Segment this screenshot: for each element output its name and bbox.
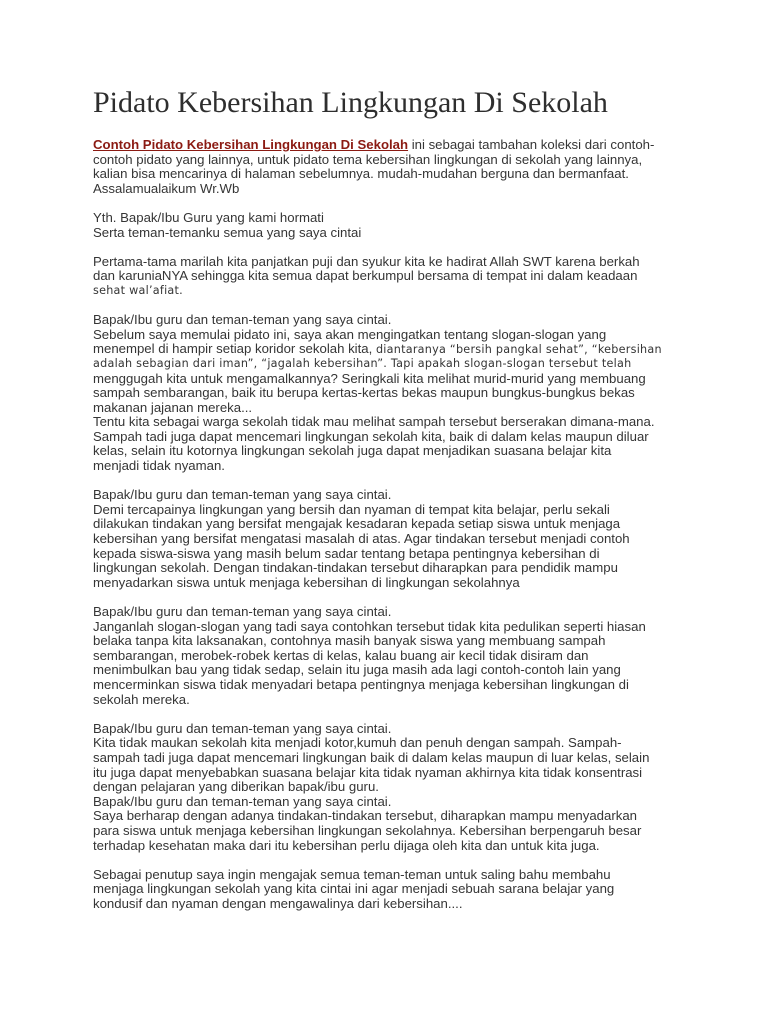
text-line: Sebagai penutup saya ingin mengajak semua teman-teman untuk saling bahu membahu: [93, 866, 611, 882]
paragraph-gap: [93, 474, 693, 489]
text-line: sekolah mereka.: [93, 691, 190, 707]
text-line: terhadap kesehatan maka dari itu kebersihan perlu dijaga oleh kita dan untuk kita juga.: [93, 837, 600, 853]
closing-paragraph: [93, 868, 693, 912]
text-line: sehat wal’afiat.: [93, 283, 183, 297]
text-line: Sampah tadi juga dapat mencemari lingkungan sekolah kita, baik di dalam kelas maupun diluar: [93, 428, 649, 444]
text-line: contoh pidato yang lainnya, untuk pidato tema kebersihan lingkungan di sekolah yang lainnya,: [93, 151, 643, 167]
intro-paragraph: [93, 138, 693, 196]
text-line: itu juga dapat menyebabkan suasana belajar kita tidak nyaman akhirnya kita tidak konsentrasi: [93, 764, 643, 780]
paragraph-gap: [93, 590, 693, 605]
text-segment: menempel di hampir setiap koridor sekolah kita,: [93, 341, 376, 357]
text-line: Sebelum saya memulai pidato ini, saya akan mengingatkan tentang slogan-slogan yang: [93, 326, 607, 342]
text-line: belaka tanpa kita laksanakan, contohnya masih banyak siswa yang membuang sampah: [93, 633, 606, 649]
text-segment: slogan-slogan tersebut telah: [464, 356, 632, 370]
text-line: menjaga lingkungan sekolah yang kita cintai ini agar menjadi sebuah sarana belajar yang: [93, 881, 615, 897]
text-line: menimbulkan bau yang tidak sedap, selain itu juga masih ada lagi contoh-contoh lain yang: [93, 662, 621, 678]
text-line: Bapak/Ibu guru dan teman-teman yang saya cintai.: [93, 312, 392, 328]
article-body: [93, 138, 693, 911]
text-line: sembarangan, merobek-robek kertas di kelas, kalau buang air kecil tidak disiram dan: [93, 647, 589, 663]
greeting-paragraph: [93, 211, 693, 240]
opening-paragraph: [93, 255, 693, 299]
text-line: Bapak/Ibu guru dan teman-teman yang saya cintai.: [93, 720, 392, 736]
action-paragraph: [93, 488, 693, 590]
text-line: Bapak/Ibu guru dan teman-teman yang saya cintai.: [93, 793, 392, 809]
text-line: Saya berharap dengan adanya tindakan-tindakan tersebut, diharapkan mampu menyadarkan: [93, 808, 637, 824]
paragraph-gap: [93, 196, 693, 211]
text-line: para siswa untuk menjaga kebersihan lingkungan sekolahnya. Kebersihan berpengaruh besar: [93, 822, 642, 838]
text-line: kalian bisa mencarinya di halaman sebelumnya. mudah-mudahan berguna dan bermanfaat.: [93, 166, 629, 182]
text-line: [93, 138, 693, 153]
text-line: menyadarkan siswa untuk menjaga kebersihan di lingkungan sekolahnya: [93, 574, 520, 590]
hope-paragraph: [93, 722, 693, 853]
paragraph-gap: [93, 853, 693, 868]
paragraph-gap: [93, 707, 693, 722]
text-line: makanan jajanan mereka...: [93, 399, 253, 415]
text-line: kebersihan yang bersifat mengatasi masalah di atas. Agar tindakan tersebut menjadi contoh: [93, 531, 630, 547]
text-line: mencerminkan siswa tidak menyadari betapa pentingnya menjaga kebersihan lingkungan di: [93, 676, 629, 692]
text-line: menggugah kita untuk mengamalkannya? Seringkali kita melihat murid-murid yang membuang: [93, 370, 646, 386]
text-line: Yth. Bapak/Ibu Guru yang kami hormati: [93, 209, 324, 225]
text-line: kondusif dan nyaman dengan mengawalinya dari kebersihan....: [93, 895, 463, 911]
text-line: lingkungan sekolah. Dengan tindakan-tindakan tersebut diharapkan para pendidik mampu: [93, 560, 618, 576]
text-line: Tentu kita sebagai warga sekolah tidak mau melihat sampah tersebut berserakan dimana-mana.: [93, 414, 655, 430]
text-segment: diantaranya “bersih pangkal sehat”, “kebersihan: [375, 343, 662, 357]
text-line: dilakukan tindakan yang bersifat mengajak kesadaran kepada setiap siswa untuk menjaga: [93, 516, 621, 532]
paragraph-gap: [93, 240, 693, 255]
text-line: kelas, selain itu kotornya lingkungan sekolah juga dapat menjadikan suasana belajar kita: [93, 443, 612, 459]
slogan-paragraph: [93, 313, 693, 474]
text-line: menjadi tidak nyaman.: [93, 458, 225, 474]
text-line: Kita tidak maukan sekolah kita menjadi kotor,kumuh dan penuh dengan sampah. Sampah-: [93, 735, 622, 751]
text-line-rest: ini sebagai tambahan koleksi dari contoh-: [408, 137, 655, 152]
text-line: dengan pelajaran yang diberikan bapak/ibu guru.: [93, 779, 379, 795]
text-line: sampah sembarangan, baik itu berupa kertas-kertas bekas maupun bungkus-bungkus bekas: [93, 385, 635, 401]
text-segment: adalah sebagian dari iman”, “jagalah kebersihan”. Tapi apakah: [93, 356, 465, 370]
text-line: Janganlah slogan-slogan yang tadi saya contohkan tersebut tidak kita pedulikan seperti hiasan: [93, 618, 646, 634]
text-line: Assalamualaikum Wr.Wb: [93, 180, 240, 196]
page-title: Pidato Kebersihan Lingkungan Di Sekolah: [93, 86, 608, 119]
article-link[interactable]: Contoh Pidato Kebersihan Lingkungan Di Sekolah: [93, 137, 409, 152]
text-line: sampah tadi juga dapat mencemari lingkungan baik di dalam kelas maupun di luar kelas, selain: [93, 749, 650, 765]
paragraph-gap: [93, 299, 693, 314]
text-line: kepada siswa-siswa yang masih belum sadar tentang betapa pentingnya kebersihan di: [93, 545, 600, 561]
text-line: dan karuniaNYA sehingga kita semua dapat berkumpul bersama di tempat ini dalam keadaan: [93, 268, 638, 284]
text-line: Pertama-tama marilah kita panjatkan puji dan syukur kita ke hadirat Allah SWT karena berkah: [93, 253, 640, 269]
text-line: Serta teman-temanku semua yang saya cintai: [93, 224, 362, 240]
text-line: [93, 342, 693, 357]
text-line: Bapak/Ibu guru dan teman-teman yang saya cintai.: [93, 487, 392, 503]
text-line: [93, 357, 693, 372]
text-line: Bapak/Ibu guru dan teman-teman yang saya cintai.: [93, 604, 392, 619]
text-line: Demi tercapainya lingkungan yang bersih dan nyaman di tempat kita belajar, perlu sekali: [93, 501, 610, 517]
example-paragraph: [93, 605, 693, 707]
